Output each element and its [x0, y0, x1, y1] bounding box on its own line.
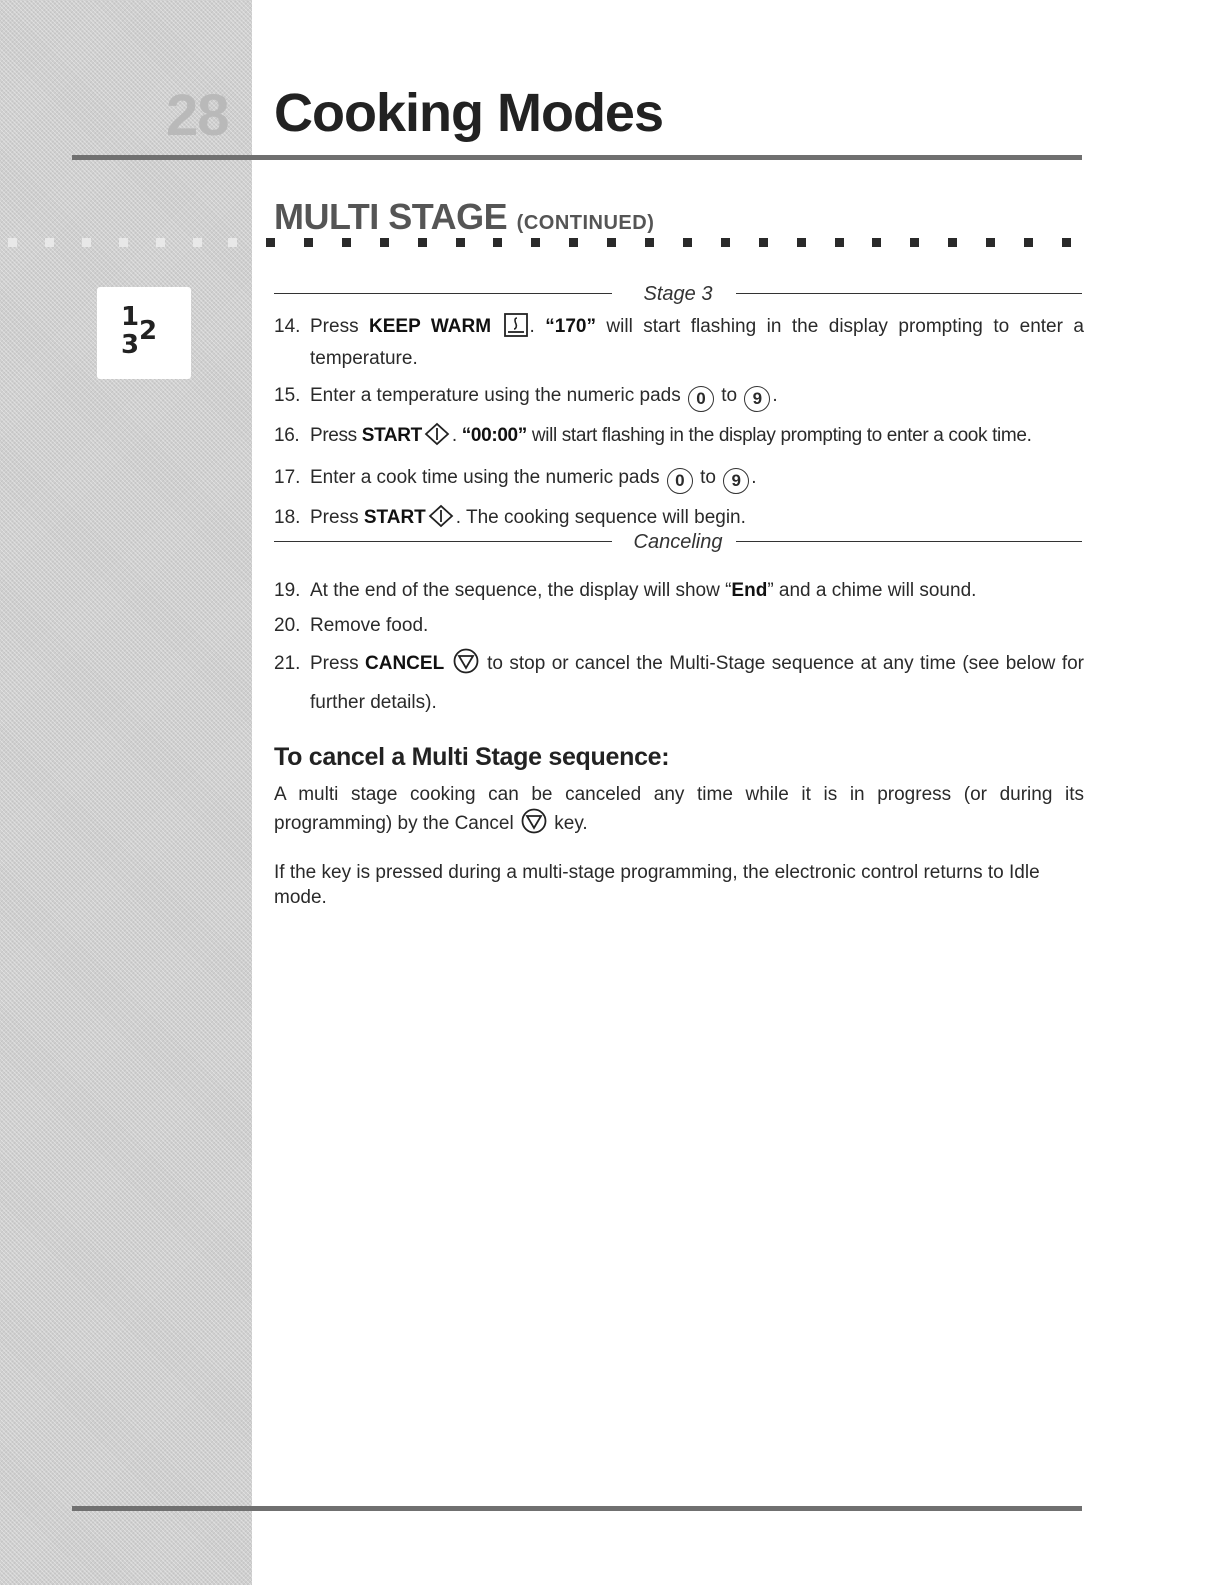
- numeric-pad-9-icon: 9: [723, 468, 749, 494]
- separator-dot: [759, 238, 768, 247]
- separator-dot: [872, 238, 881, 247]
- step-number: 18.: [274, 507, 301, 528]
- step-text: At the end of the sequence, the display will show “: [310, 580, 732, 601]
- step-text: . The cooking sequence will begin.: [455, 507, 746, 528]
- separator-dot: [797, 238, 806, 247]
- page-title: Cooking Modes: [274, 83, 663, 143]
- cancel-icon: [521, 808, 547, 842]
- separator-dot: [645, 238, 654, 247]
- step-20: [274, 612, 1084, 639]
- separator-dot: [82, 238, 91, 247]
- multi-stage-1-2-3-icon: [97, 287, 191, 379]
- svg-text:2: 2: [139, 316, 158, 346]
- key-name: START: [361, 425, 422, 446]
- canceling-divider: [274, 531, 1082, 551]
- separator-dot: [1024, 238, 1033, 247]
- step-text: will start flashing in the display prompting to enter a cook time.: [526, 425, 1032, 446]
- step-text: .: [772, 385, 778, 406]
- paragraph-text: A multi stage cooking can be canceled any time while it is in progress (or during its programming) by the Cancel: [274, 784, 1084, 834]
- separator-dot: [607, 238, 616, 247]
- svg-text:3: 3: [121, 330, 140, 360]
- step-text: .: [451, 425, 462, 446]
- stage3-steps: [274, 313, 1084, 536]
- step-19: [274, 577, 1084, 604]
- separator-dot: [683, 238, 692, 247]
- step-text: Press: [310, 316, 370, 337]
- step-number: 14.: [274, 316, 301, 337]
- key-name: CANCEL: [365, 653, 445, 674]
- display-value: End: [731, 580, 768, 601]
- step-number: 19.: [274, 580, 301, 601]
- step-text: will start flashing in the display prompting to enter a temperature.: [310, 316, 1084, 369]
- separator-dot: [342, 238, 351, 247]
- separator-dot: [45, 238, 54, 247]
- section-heading: [274, 196, 654, 238]
- step-text: Enter a temperature using the numeric pads: [310, 385, 686, 406]
- separator-dot: [193, 238, 202, 247]
- svg-text:1: 1: [121, 302, 140, 332]
- separator-dot: [569, 238, 578, 247]
- separator-dot: [986, 238, 995, 247]
- step-text: to: [694, 467, 722, 488]
- canceling-steps: [274, 577, 1084, 720]
- header-rule: [72, 155, 1082, 160]
- cancel-paragraph-1: [274, 781, 1084, 842]
- step-14: [274, 313, 1084, 372]
- canceling-divider-label: Canceling: [633, 531, 723, 553]
- step-number: 16.: [274, 425, 300, 446]
- cancel-icon: [453, 648, 479, 686]
- step-text: Enter a cook time using the numeric pads: [310, 467, 665, 488]
- step-text: Remove food.: [310, 615, 429, 636]
- step-16: [274, 422, 1084, 454]
- step-text: Press: [310, 425, 362, 446]
- separator-dot: [493, 238, 502, 247]
- separator-dot: [156, 238, 165, 247]
- section-title: MULTI STAGE: [274, 196, 508, 237]
- key-name: KEEP WARM: [369, 316, 492, 337]
- separator-dot: [380, 238, 389, 247]
- step-text: .: [529, 316, 546, 337]
- separator-dot: [1062, 238, 1071, 247]
- stage3-divider-label: Stage 3: [643, 283, 713, 305]
- display-value: “00:00”: [461, 425, 527, 446]
- numeric-pad-0-icon: 0: [667, 468, 693, 494]
- separator-dot: [418, 238, 427, 247]
- start-icon: [424, 422, 450, 454]
- separator-dot: [835, 238, 844, 247]
- separator-dot: [266, 238, 275, 247]
- separator-dot: [228, 238, 237, 247]
- step-number: 15.: [274, 385, 301, 406]
- step-text: Press: [310, 507, 364, 528]
- page-number: 28: [166, 83, 229, 148]
- step-number: 20.: [274, 615, 301, 636]
- step-text: .: [751, 467, 757, 488]
- step-text: ” and a chime will sound.: [767, 580, 977, 601]
- separator-dot: [910, 238, 919, 247]
- step-number: 21.: [274, 653, 301, 674]
- step-15: [274, 382, 1084, 412]
- separator-dot: [304, 238, 313, 247]
- step-17: [274, 464, 1084, 494]
- step-text: to: [715, 385, 743, 406]
- keep-warm-icon: [504, 313, 528, 345]
- cancel-paragraph-2: If the key is pressed during a multi-stage programming, the electronic control returns to Idle mode.: [274, 862, 1040, 908]
- numeric-pad-0-icon: 0: [688, 386, 714, 412]
- step-number: 17.: [274, 467, 301, 488]
- section-subtitle: (CONTINUED): [516, 212, 655, 234]
- step-21: [274, 647, 1084, 720]
- dotted-separator: [0, 238, 1090, 250]
- step-text: to stop or cancel the Multi-Stage sequence at any time (see below for further details).: [310, 653, 1084, 713]
- separator-dot: [8, 238, 17, 247]
- separator-dot: [531, 238, 540, 247]
- footer-rule: [72, 1506, 1082, 1511]
- numeric-pad-9-icon: 9: [744, 386, 770, 412]
- cancel-section-heading: To cancel a Multi Stage sequence:: [274, 743, 670, 771]
- stage3-divider: [274, 283, 1082, 303]
- display-value: “170”: [545, 316, 596, 337]
- key-name: START: [363, 507, 426, 528]
- separator-dot: [721, 238, 730, 247]
- paragraph-text: key.: [549, 813, 588, 834]
- separator-dot: [456, 238, 465, 247]
- step-text: Press: [310, 653, 366, 674]
- separator-dot: [119, 238, 128, 247]
- separator-dot: [948, 238, 957, 247]
